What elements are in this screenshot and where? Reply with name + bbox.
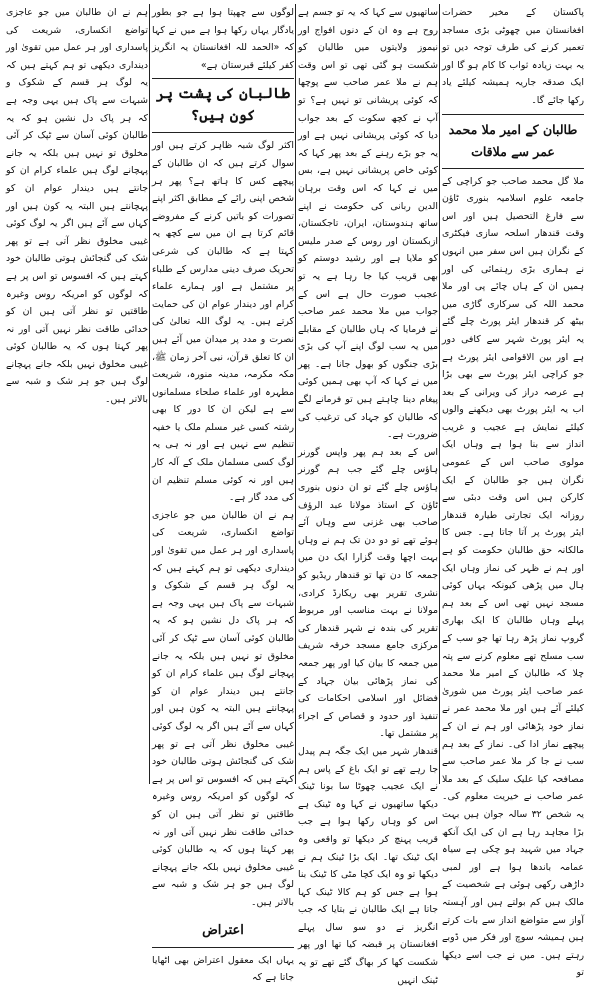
column-left xyxy=(6,4,148,784)
column-divider xyxy=(439,4,440,784)
paragraph: ہم نے ان طالبان میں جو عاجزی تواضع انکساری، شریعت کی پاسداری اور ہر عمل میں تقویٰ اور دینداری دیکھی تو ہم کہتے ہیں کہ یہ لوگ ہر قسم کے شکوک و شبہات سے پاک ہیں یہی وجہ ہے کہ ہر پاک دل نشین ہو کہ یہ طالبان کوئی آسان سے ٹپک کر آئی مخلوق تو نہیں ہیں بلکہ یہ جانے پہچانے لوگ ہیں علماء کرام ان کو جانتے ہیں دیندار عوام ان کو پہچانتے ہیں البتہ یہ کون ہیں اور کہاں سے آئے ہیں اگر یہ لوگ کوئی غیبی مخلوق نظر آتی ہے تو پھر شک کی گنجائش ہوتی طالبان خود کہتے ہیں کہ افسوس تو اس پر ہے کہ لوگوں کو امریکہ روس وغیرہ طاقتیں تو نظر آتی ہیں ان کو خدائی طاقت نظر نہیں آتی اور نہ پھر کہتا ہوں کہ یہ طالبان کوئی غیبی مخلوق نہیں بلکہ جانے پہچانے لوگ ہیں جو ہر شک و شبہ سے بالاتر ہیں۔ xyxy=(152,509,294,908)
paragraph: اکثر لوگ شبہ ظاہر کرتے ہیں اور سوال کرتے ہیں کہ ان طالبان کے پیچھے کس کا ہاتھ ہے؟ پھر ہر شخص اپنی رائے کے مطابق اکثر اپنے تصورات کو باتیں کرنے کے مفروضے قائم کرتا ہے ان میں سے کچھ یہ کہتا ہے کہ طالبان کی شرعی تحریک صرف دینی مدارس کے طلباء پر مشتمل ہے اور ہمارے علماء کرام اور دیندار عوام ان کی حمایت کرتے ہیں۔ یہ لوگ اللہ تعالیٰ کی نصرت و مدد پر میدان میں آئے ہیں ان کا تعلق قرآن، نبی آخر زمان ﷺ، مکہ مکرمہ، مدینہ منورہ، شریعت مطہرہ اور علماء صلحاء مسلمانوں سے ہے لیکن ان کا دور کا بھی رشتہ کسی غیر مسلم ملک یا خفیہ تنظیم سے نہیں ہے اور نہ ہی یہ لوگ کسی مسلمان ملک کے آلہ کار ہیں اور نہ کوئی مسلم تنظیم ان کی مدد گار ہے۔ xyxy=(152,140,294,504)
paragraph: ساتھیوں سے کہا کہ یہ تو جسم ہے روح ہے وہ ان کے دنوں افواج اور نیموز ولایتوں میں طالبان کو شکست ہو گئی تھی تو اس وقت ہم نے ملا عمر صاحب سے پوچھا کہ کوئی پریشانی تو نہیں ہے؟ تو آپ نے کچھ سکوت کے بعد جواب دیا کہ کوئی پریشانی نہیں ہے اور یہ جو بڑے رہنے کے بعد پھر کہا کہ کوئی خاص پریشانی نہیں ہے، بس میں نے کہا کہ اس وقت برہان الدین ربانی کی حکومت نے اپنے ساتھ ہندوستان، ایران، تاجکستان، ازبکستان اور روس کے صدر ملیس کو ملایا ہے اور رشید دوستم کو بھی قریب کیا جا رہا ہے یہ تو عجیب صورت حال ہے اس کے جواب میں ملا محمد عمر صاحب نے فرمایا کہ ہاں طالبان کے مقابلے میں یہ سب لوگ اپنے آپ کی بڑی بڑی جنگوں کو بھول جانا ہے۔ پھر میں نے کہا کہ آپ بھی ہمیں کوئی پیغام دینا چاہتے ہیں تو فرمانے لگے کہ طالبان کو جہاد کی ترغیب کی ضرورت ہے۔ xyxy=(298,7,438,441)
paragraph: یہاں ایک معقول اعتراض بھی اٹھایا جاتا ہے کہ xyxy=(152,954,294,984)
column-divider xyxy=(149,4,150,784)
column-divider xyxy=(295,4,296,784)
paragraph: اس کے بعد ہم پھر واپس گورنر ہاؤس چلے گئے جب ہم گورنر ہاؤس چلے گئے تو ان دنوں بنوری ٹاؤن کے استاذ مولانا عبد الرؤف صاحب بھی غزنی سے وہاں آئے ہوئے تھے تو دو دن تک ہم نے وہاں بہت اچھا وقت گزارا ایک دن میں جمعہ کا دن تھا تو قندھار ریڈیو کو نشری تقریر بھی ریکارڈ کرادی، مولانا نے بہت مناسب اور مربوط تقریر کی بندہ نے شہر قندھار کی مرکزی جامع مسجد خرقہ شریف میں جمعہ کا بیان کیا اور پھر جمعہ کی نماز پڑھائی بیان جہاد کے فضائل اور اسلامی احکامات کی تنفیذ اور حدود و قصاص کے اجراء پر مشتمل تھا۔ xyxy=(298,446,438,740)
sub-heading: اعتراض xyxy=(152,916,294,948)
section-heading: طالبان کی پشت پر کون ہیں؟ xyxy=(152,78,294,133)
column-right xyxy=(442,4,584,979)
paragraph: لوگوں سے چھپتا ہوا ہے جو بطور یادگار یہاں رکھا ہوا ہے میں نے کہا کہ «الحمد للہ افغانستان یہ انگریز کفر کیلئے قبرستان ہے» xyxy=(152,7,294,71)
paragraph: قندھار شہر میں ایک جگہ ہم پیدل جا رہے تھے تو ایک باغ کے پاس ہم نے ایک عجیب چھوٹا سا بونا ٹینک دیکھا ساتھیوں نے کہا وہ ٹینک ہے اس کو وہاں رکھا ہوا ہے جب قریب پہنچ کر دیکھا تو واقعی وہ ایک ٹینک تھا۔ ایک بڑا ٹینک ہم نے دیکھا تو وہ ایک کچا مٹی کا ٹینک بنا ہوا ہے جس کو ہم کالا ٹینک کہا جاتا ہے ایک طالبان نے بتایا کہ جب انگریز نے دو سو سال پہلے افغانستان پر قبضہ کیا تھا اور پھر شکست کھا کر بھاگ گئے تھے تو یہ ٹینک انہیں xyxy=(298,745,438,986)
section-heading: طالبان کے امیر ملا محمد عمر سے ملاقات xyxy=(442,114,584,169)
paragraph: پاکستان کے مخیر حضرات افغانستان میں چھوٹی بڑی مساجد تعمیر کرنے کی طرف توجہ دیں تو یہ بہت زیادہ ثواب کا کام ہو گا اور ایک صدقہ جاریہ ہمیشہ کیلئے یاد رکھا جائے گا۔ xyxy=(442,7,584,106)
column-center-right xyxy=(298,4,438,986)
paragraph: ملا گل محمد صاحب جو کراچی کے جامعہ علوم اسلامیہ بنوری ٹاؤن سے فارغ التحصیل ہیں اور اس وقت قندھار اسلحہ سازی فیکٹری کے نگران ہیں اس سفر میں انہوں نے ہماری بڑی رہنمائی کی اور ہمیں ان کے ہاں چائے پی اور ملا محمد اللہ کی سرکاری گاڑی میں بیٹھ کر قندھار ایئر پورٹ چلے گئے یہ ایئر پورٹ شہر سے کافی دور ہے اور بین الاقوامی ایئر پورٹ ہے جو کراچی ایئر پورٹ سے بھی بڑا ہے عرصہ دراز کی ویرانی کے بعد اب یہ ایئر پورٹ بھی دیکھنے والوں کیلئے نمایش ہے عجیب و غریب انداز سے بنا ہوا ہے وہاں ایک مولوی صاحب اس کے عمومی نگران ہیں جو طالبان کے ایک کارکن ہیں اس وقت دبئی سے روزانہ ایک تجارتی طیارہ قندھار ایئر پورٹ پر آتا جاتا ہے۔ جس کا مالکانہ حق طالبان حکومت کو ہے اور ہم نے ظہر کی نماز وہاں ایک ہال میں پڑھی کیونکہ یہاں کوئی مسجد نہیں تھی اس کے بعد ہم پہلے وہاں طالبان کا ایک بھاری گروپ نماز پڑھ رہا تھا جو سب کے سب مسلح تھے معلوم کرنے سے پتہ چلا کہ طالبان کے امیر ملا محمد عمر صاحب ایئر پورٹ میں شوریٰ کیلئے آئے ہیں اور ملا محمد عمر نے نماز خود پڑھائی اور ہم نے ان کے پیچھے نماز ادا کی۔ نماز کے بعد ہم سب نے جا کر ملا عمر صاحب سے مصافحہ کیا علیک سلیک کے بعد ملا عمر صاحب نے خیریت معلوم کی۔ یہ شخص ۳۲ سالہ جوان ہیں بہت بڑا مجاہد رہا ہے ان کی ایک آنکھ جہاد میں شہید ہو چکی ہے سیاہ عمامہ باندھا ہوا ہے اور لمبی داڑھی رکھی ہوئی ہے شخصیت کے مالک ہیں کم بولتے ہیں اور آہستہ آواز سے متواضع انداز سے بات کرتے ہیں ہمیشہ سوچ اور فکر میں ڈوبے رہتے ہیں۔ میں نے جب اسے دیکھا تو xyxy=(442,175,584,979)
paragraph: ہم نے ان طالبان میں جو عاجزی تواضع انکساری، شریعت کی پاسداری اور ہر عمل میں تقویٰ اور دینداری دیکھی تو ہم کہتے ہیں کہ یہ لوگ ہر قسم کے شکوک و شبہات سے پاک ہیں یہی وجہ ہے کہ ہر پاک دل نشین ہو کہ یہ طالبان کوئی آسان سے ٹپک کر آئی مخلوق تو نہیں ہیں بلکہ یہ جانے پہچانے لوگ ہیں علماء کرام ان کو جانتے ہیں دیندار عوام ان کو پہچانتے ہیں البتہ یہ کون ہیں اور کہاں سے آئے ہیں اگر یہ لوگ کوئی غیبی مخلوق نظر آتی ہے تو پھر شک کی گنجائش ہوتی طالبان خود کہتے ہیں کہ افسوس تو اس پر ہے کہ لوگوں کو امریکہ روس وغیرہ طاقتیں تو نظر آتی ہیں ان کو خدائی طاقت نظر نہیں آتی اور نہ پھر کہتا ہوں کہ یہ طالبان کوئی غیبی مخلوق نہیں بلکہ جانے پہچانے لوگ ہیں جو ہر شک و شبہ سے بالاتر ہیں۔ xyxy=(6,7,148,406)
column-center-left xyxy=(152,4,294,984)
